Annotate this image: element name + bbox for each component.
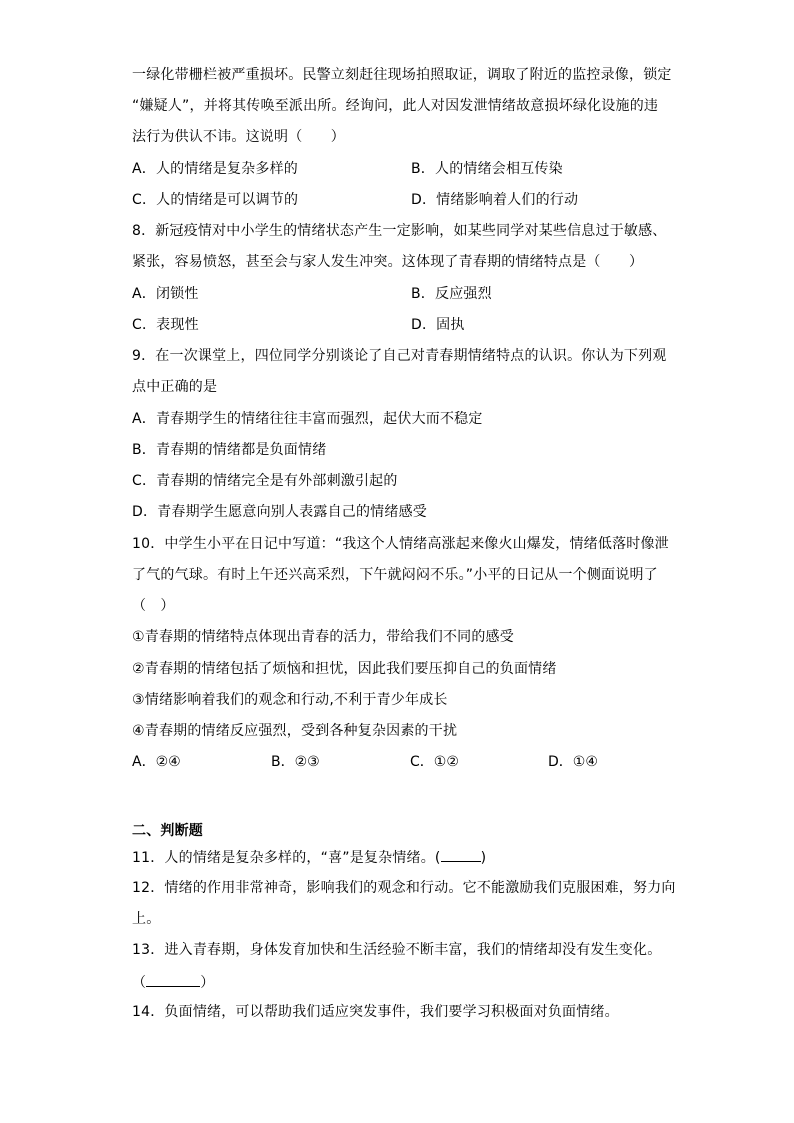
q14-text-line-1: 14．负面情绪，可以帮助我们适应突发事件，我们要学习积极面对负面情绪。	[132, 1004, 619, 1020]
q12-text-line-2: 上。	[132, 911, 161, 927]
q10-statement-4: ④青春期的情绪反应强烈，受到各种复杂因素的干扰	[132, 723, 458, 739]
q10-statement-3: ③情绪影响着我们的观念和行动,不利于青少年成长	[132, 692, 448, 708]
q7-option-b: B．人的情绪会相互传染	[411, 161, 563, 177]
q8-text-line-2: 紧张，容易愤怒，甚至会与家人发生冲突。这体现了青春期的情绪特点是（ ）	[132, 254, 644, 270]
section-heading-judgment: 二、判断题	[132, 823, 203, 839]
q7-option-a: A．人的情绪是复杂多样的	[132, 161, 298, 177]
q8-option-b: B．反应强烈	[411, 286, 492, 302]
q10-text-line-3: （ ）	[132, 598, 175, 614]
q8-option-a: A．闭锁性	[132, 286, 199, 302]
q8-option-d: D．固执	[411, 317, 465, 333]
q11-close-paren: )	[480, 850, 487, 866]
q10-statement-2: ②青春期的情绪包括了烦恼和担忧，因此我们要压抑自己的负面情绪	[132, 661, 557, 677]
q13-text-line-1: 13．进入青春期，身体发育加快和生活经验不断丰富，我们的情绪却没有发生变化。	[132, 942, 662, 958]
q7-text-line-3: 法行为供认不讳。这说明（ ）	[132, 129, 345, 145]
q13-close-paren: ）	[200, 975, 215, 991]
q13-line-2	[132, 972, 214, 992]
q8-option-c: C．表现性	[132, 317, 199, 333]
q10-option-c: C．①②	[410, 754, 459, 770]
q9-option-a: A．青春期学生的情绪往往丰富而强烈，起伏大而不稳定	[132, 411, 483, 427]
q11-text: 11．人的情绪是复杂多样的，“喜”是复杂情绪。(	[132, 850, 441, 866]
q7-option-c: C．人的情绪是可以调节的	[132, 192, 299, 208]
q8-text-line-1: 8．新冠疫情对中小学生的情绪状态产生一定影响，如某些同学对某些信息过于敏感、	[132, 223, 667, 239]
q7-option-d: D．情绪影响着人们的行动	[411, 192, 579, 208]
q10-statement-1: ①青春期的情绪特点体现出青春的活力，带给我们不同的感受	[132, 629, 514, 645]
q9-text-line-2: 点中正确的是	[132, 379, 218, 395]
q7-text-line-2: “嫌疑人”，并将其传唤至派出所。经询问，此人对因发泄情绪故意损坏绿化设施的违	[132, 98, 659, 114]
q10-option-d: D．①④	[548, 754, 598, 770]
q13-open-paren: （	[132, 975, 147, 991]
q12-text-line-1: 12．情绪的作用非常神奇，影响我们的观念和行动。它不能激励我们克服困难，努力向	[132, 880, 676, 896]
q7-text-line-1: 一绿化带栅栏被严重损坏。民警立刻赶往现场拍照取证，调取了附近的监控录像，锁定	[132, 67, 672, 83]
q11-answer-blank[interactable]	[441, 847, 481, 862]
q9-option-b: B．青春期的情绪都是负面情绪	[132, 442, 327, 458]
q9-option-d: D．青春期学生愿意向别人表露自己的情绪感受	[132, 504, 427, 520]
q10-option-b: B．②③	[271, 754, 320, 770]
q9-text-line-1: 9．在一次课堂上，四位同学分别谈论了自己对青春期情绪特点的认识。你认为下列观	[132, 348, 667, 364]
q11-line	[132, 847, 486, 867]
q10-text-line-1: 10．中学生小平在日记中写道：“我这个人情绪高涨起来像火山爆发，情绪低落时像泄	[132, 536, 669, 552]
q10-text-line-2: 了气的气球。有时上午还兴高采烈，下午就闷闷不乐。”小平的日记从一个侧面说明了	[132, 567, 658, 583]
q9-option-c: C．青春期的情绪完全是有外部刺激引起的	[132, 473, 398, 489]
q10-option-a: A．②④	[132, 754, 181, 770]
q13-answer-blank[interactable]	[146, 972, 200, 987]
